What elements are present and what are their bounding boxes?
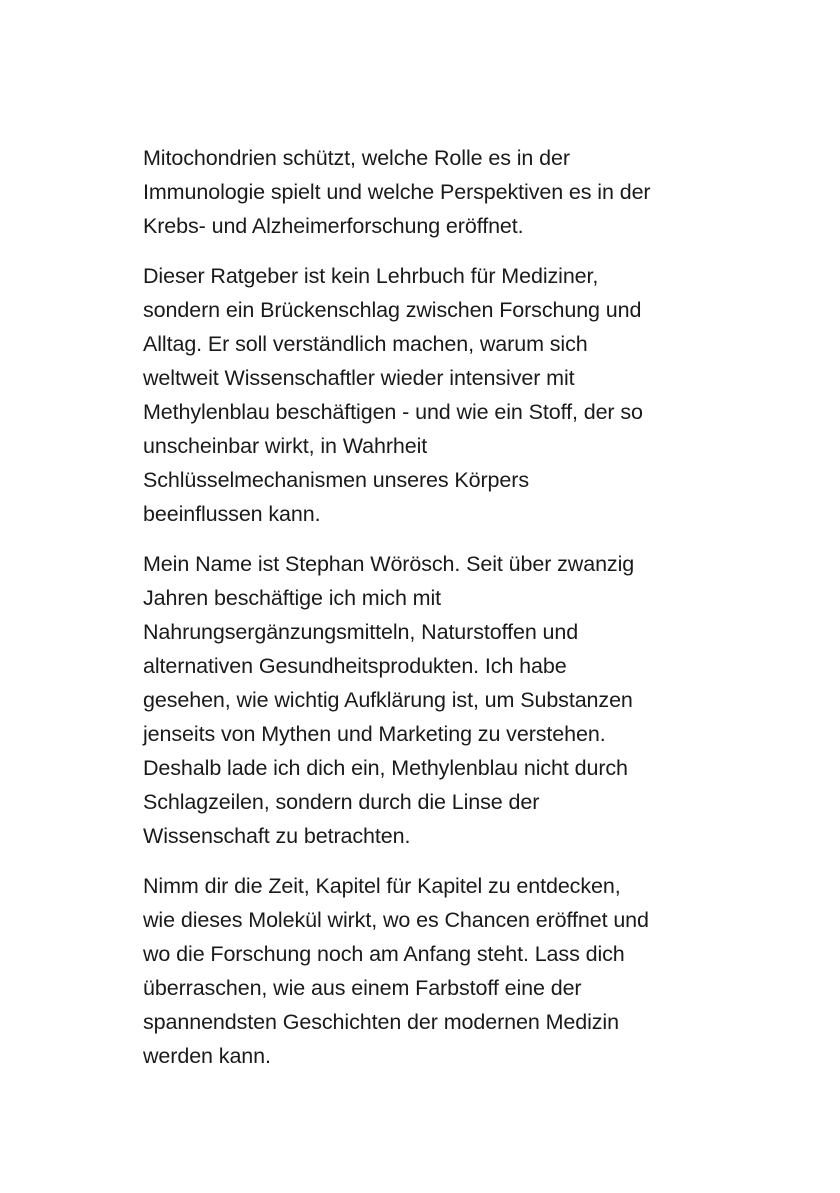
text-line: Methylenblau beschäftigen - und wie ein Stoff, der so <box>143 400 643 424</box>
text-line: alternativen Gesundheitsprodukten. Ich habe <box>143 654 567 678</box>
text-line: Krebs- und Alzheimerforschung eröffnet. <box>143 214 524 238</box>
text-line: spannendsten Geschichten der modernen Medizin <box>143 1010 619 1034</box>
text-line: Deshalb lade ich dich ein, Methylenblau nicht durch <box>143 756 628 780</box>
text-line: Mitochondrien schützt, welche Rolle es in der <box>143 146 570 170</box>
text-line: gesehen, wie wichtig Aufklärung ist, um Substanzen <box>143 688 633 712</box>
text-line: Dieser Ratgeber ist kein Lehrbuch für Mediziner, <box>143 264 599 288</box>
text-line: Immunologie spielt und welche Perspektiven es in der <box>143 180 651 204</box>
paragraph-2 <box>143 259 723 531</box>
text-line: Schlüsselmechanismen unseres Körpers <box>143 468 529 492</box>
text-line: Jahren beschäftige ich mich mit <box>143 586 442 610</box>
paragraph-3 <box>143 547 723 853</box>
text-line: Alltag. Er soll verständlich machen, warum sich <box>143 332 588 356</box>
paragraph-1 <box>143 141 723 243</box>
text-line: werden kann. <box>143 1044 271 1068</box>
text-line: Wissenschaft zu betrachten. <box>143 824 411 848</box>
text-line: überraschen, wie aus einem Farbstoff eine der <box>143 976 582 1000</box>
body-text <box>143 141 723 1089</box>
text-line: jenseits von Mythen und Marketing zu verstehen. <box>143 722 606 746</box>
text-line: Schlagzeilen, sondern durch die Linse der <box>143 790 540 814</box>
text-line: weltweit Wissenschaftler wieder intensiver mit <box>143 366 575 390</box>
text-line: unscheinbar wirkt, in Wahrheit <box>143 434 428 458</box>
paragraph-4 <box>143 869 723 1073</box>
text-line: beeinflussen kann. <box>143 502 321 526</box>
text-line: Mein Name ist Stephan Wörösch. Seit über zwanzig <box>143 552 635 576</box>
text-line: wo die Forschung noch am Anfang steht. Lass dich <box>143 942 625 966</box>
text-line: sondern ein Brückenschlag zwischen Forschung und <box>143 298 642 322</box>
text-line: wie dieses Molekül wirkt, wo es Chancen eröffnet und <box>143 908 649 932</box>
text-line: Nimm dir die Zeit, Kapitel für Kapitel zu entdecken, <box>143 874 621 898</box>
text-line: Nahrungsergänzungsmitteln, Naturstoffen und <box>143 620 579 644</box>
